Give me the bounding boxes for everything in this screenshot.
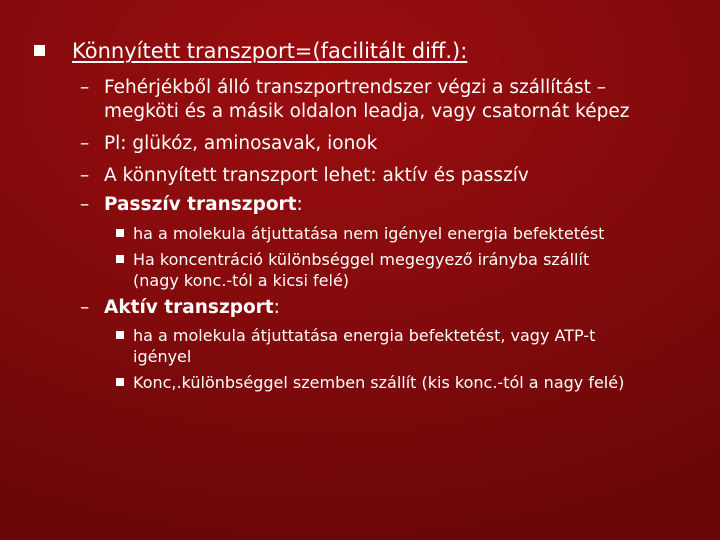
square-bullet-icon [116, 378, 124, 386]
active-colon: : [273, 297, 280, 318]
square-bullet-icon [116, 331, 124, 339]
item-line: Fehérjékből álló transzportrendszer végzi a szállítást – [104, 77, 607, 98]
sub-item-line: (nagy konc.-tól a kicsi felé) [133, 271, 350, 290]
sub-item-line: ha a molekula átjuttatása nem igényel energia befektetést [133, 224, 605, 243]
sub-item-line: Konc,.különbséggel szemben szállít (kis konc.-tól a nagy felé) [133, 373, 625, 392]
dash-bullet-icon: – [80, 194, 90, 215]
active-title: Aktív transzport [104, 297, 274, 318]
passive-colon: : [296, 194, 303, 215]
item-line: A könnyített transzport lehet: aktív és passzív [104, 165, 529, 186]
sub-item-line: ha a molekula átjuttatása energia befektetést, vagy ATP-t [133, 326, 596, 345]
square-bullet-icon [116, 255, 124, 263]
square-bullet-icon [116, 229, 124, 237]
dash-bullet-icon: – [80, 77, 90, 98]
item-line [104, 296, 280, 320]
item-line: Pl: glükóz, aminosavak, ionok [104, 133, 378, 154]
heading-text: Könnyített transzport=(facilitált diff.): [72, 39, 468, 63]
item-line: megköti és a másik oldalon leadja, vagy csatornát képez [104, 101, 630, 122]
item-line [104, 193, 303, 217]
dash-bullet-icon: – [80, 165, 90, 186]
dash-bullet-icon: – [80, 133, 90, 154]
passive-title: Passzív transzport [104, 194, 297, 215]
square-bullet-icon [34, 45, 45, 56]
sub-item-line: igényel [133, 347, 192, 366]
dash-bullet-icon: – [80, 297, 90, 318]
sub-item-line: Ha koncentráció különbséggel megegyező irányba szállít [133, 250, 590, 269]
